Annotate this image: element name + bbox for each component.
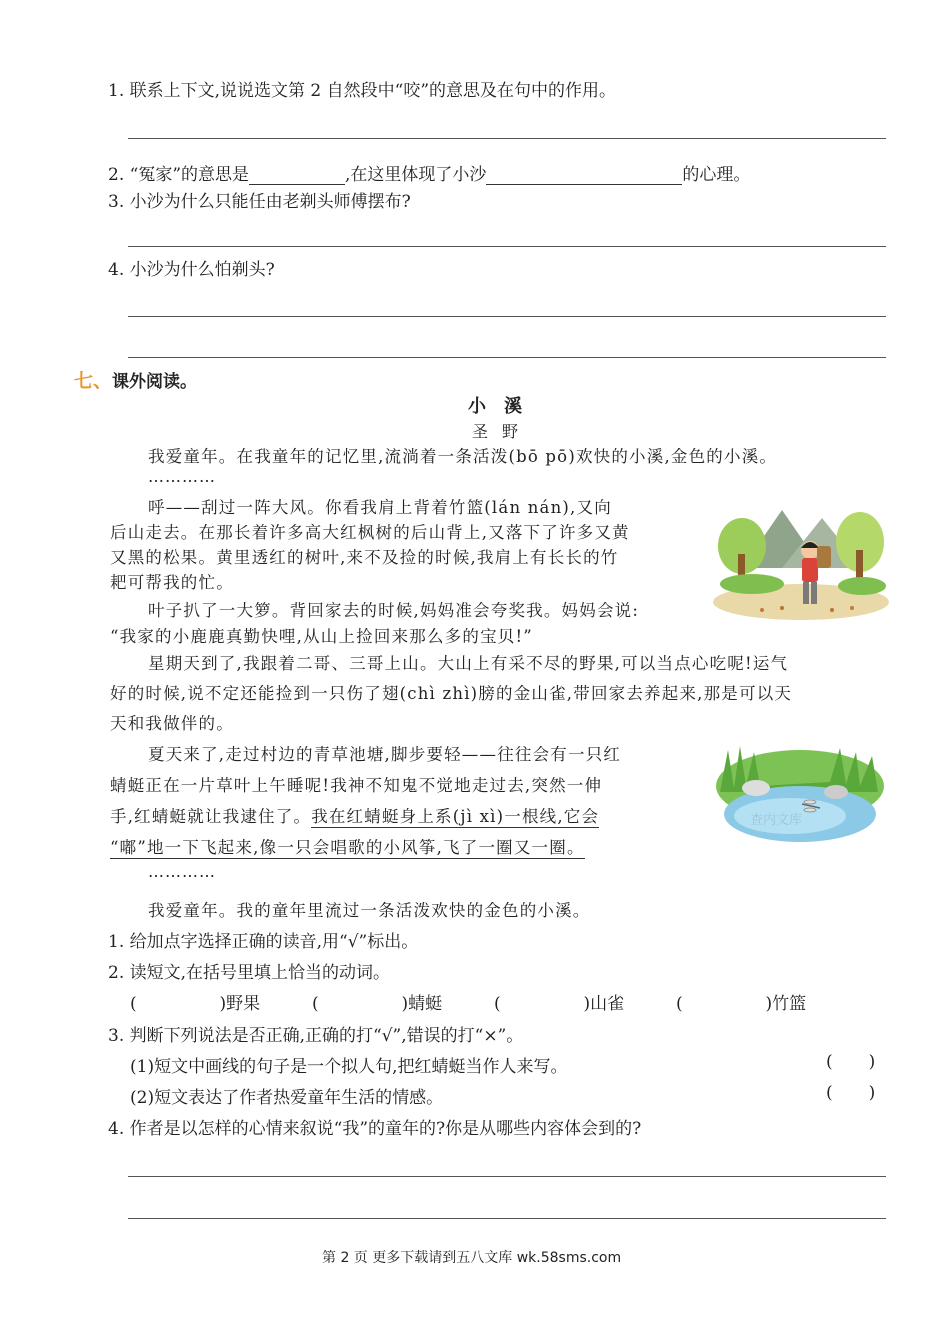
paragraph-5-line bbox=[110, 834, 585, 858]
page-footer: 第 2 页 更多下载请到五八文库 wk.58sms.com bbox=[322, 1250, 622, 1266]
paragraph-4-line: 星期天到了,我跟着二哥、三哥上山。大山上有采不尽的野果,可以当点心吃呢!运气 bbox=[148, 654, 789, 673]
fill-item: ( )竹篮 bbox=[676, 994, 807, 1014]
ellipsis: ………… bbox=[148, 467, 216, 486]
paragraph-2-line: 呼——刮过一阵大风。你看我肩上背着竹篮(lán nán),又向 bbox=[148, 498, 612, 517]
question-3: 3. 小沙为什么只能任由老剃头师傅摆布? bbox=[108, 192, 411, 212]
judge-parens[interactable]: ( ) bbox=[826, 1052, 876, 1072]
answer-line[interactable] bbox=[128, 246, 886, 247]
question-2-part-b: ,在这里体现了小沙 bbox=[345, 165, 487, 185]
section-number: 七、 bbox=[74, 370, 113, 392]
answer-line[interactable] bbox=[128, 316, 886, 317]
question-2-part-a: 2. “冤家”的意思是 bbox=[108, 165, 250, 185]
underlined-sentence: “嘟”地一下飞起来,像一只会唱歌的小风筝,飞了一圈又一圈。 bbox=[110, 838, 585, 857]
fill-item: ( )野果 bbox=[130, 994, 261, 1014]
paragraph-3-line: “我家的小鹿鹿真勤快哩,从山上捡回来那么多的宝贝!” bbox=[110, 627, 533, 646]
pond-dragonfly-illustration bbox=[710, 742, 890, 850]
paragraph-5-line: 夏天来了,走过村边的青草池塘,脚步要轻——往往会有一只红 bbox=[148, 745, 622, 764]
paragraph-2-line: 又黑的松果。黄里透红的树叶,来不及捡的时候,我肩上有长长的竹 bbox=[110, 548, 619, 567]
paragraph-5-line bbox=[110, 803, 599, 827]
fill-item: ( )蜻蜓 bbox=[312, 994, 443, 1014]
article-author: 圣野 bbox=[472, 422, 533, 441]
blank-field[interactable] bbox=[486, 164, 682, 185]
paragraph-5-text: 手,红蜻蜓就让我逮住了。 bbox=[110, 807, 312, 826]
blank-field[interactable] bbox=[249, 164, 345, 185]
answer-line[interactable] bbox=[128, 1176, 886, 1177]
judge-parens[interactable]: ( ) bbox=[826, 1083, 876, 1103]
exercise-1: 1. 给加点字选择正确的读音,用“√”标出。 bbox=[108, 932, 419, 952]
paragraph-2-line: 后山走去。在那长着许多高大红枫树的后山背上,又落下了许多又黄 bbox=[110, 523, 630, 542]
paragraph-3-line: 叶子扒了一大箩。背回家去的时候,妈妈准会夸奖我。妈妈会说: bbox=[148, 601, 640, 620]
question-4: 4. 小沙为什么怕剃头? bbox=[108, 260, 275, 280]
watermark: 查内文库 bbox=[750, 813, 803, 828]
fill-item: ( )山雀 bbox=[494, 994, 625, 1014]
answer-line[interactable] bbox=[128, 1218, 886, 1219]
ellipsis: ………… bbox=[148, 862, 216, 881]
boy-collecting-leaves-illustration bbox=[712, 498, 890, 620]
exercise-3: 3. 判断下列说法是否正确,正确的打“√”,错误的打“×”。 bbox=[108, 1026, 524, 1046]
fill-item-label: 山雀 bbox=[590, 994, 625, 1014]
paragraph-1: 我爱童年。在我童年的记忆里,流淌着一条活泼(bō pō)欢快的小溪,金色的小溪。 bbox=[148, 447, 778, 466]
exercise-3-item-1: (1)短文中画线的句子是一个拟人句,把红蜻蜓当作人来写。 bbox=[130, 1057, 568, 1077]
article-title: 小溪 bbox=[468, 396, 540, 417]
answer-line[interactable] bbox=[128, 138, 886, 139]
exercise-2: 2. 读短文,在括号里填上恰当的动词。 bbox=[108, 963, 391, 983]
answer-line[interactable] bbox=[128, 357, 886, 358]
paragraph-4-line: 天和我做伴的。 bbox=[110, 714, 234, 733]
section-title: 课外阅读。 bbox=[112, 372, 198, 392]
section-header bbox=[74, 366, 197, 393]
paragraph-6: 我爱童年。我的童年里流过一条活泼欢快的金色的小溪。 bbox=[148, 901, 591, 920]
question-2-part-c: 的心理。 bbox=[682, 165, 751, 185]
paragraph-5-line: 蜻蜓正在一片草叶上午睡呢!我神不知鬼不觉地走过去,突然一伸 bbox=[110, 776, 603, 795]
fill-item-label: 野果 bbox=[226, 994, 261, 1014]
exercise-3-item-2: (2)短文表达了作者热爱童年生活的情感。 bbox=[130, 1088, 444, 1108]
underlined-sentence: 我在红蜻蜓身上系(jì xì)一根线,它会 bbox=[311, 807, 600, 826]
fill-item-label: 蜻蜓 bbox=[408, 994, 443, 1014]
paragraph-4-line: 好的时候,说不定还能捡到一只伤了翅(chì zhì)膀的金山雀,带回家去养起来,那是可以天 bbox=[110, 684, 793, 703]
paragraph-2-line: 耙可帮我的忙。 bbox=[110, 573, 234, 592]
exercise-4: 4. 作者是以怎样的心情来叙说“我”的童年的?你是从哪些内容体会到的? bbox=[108, 1119, 642, 1139]
question-1: 1. 联系上下文,说说选文第 2 自然段中“咬”的意思及在句中的作用。 bbox=[108, 81, 617, 101]
question-2 bbox=[108, 160, 750, 185]
fill-item-label: 竹篮 bbox=[772, 994, 807, 1014]
